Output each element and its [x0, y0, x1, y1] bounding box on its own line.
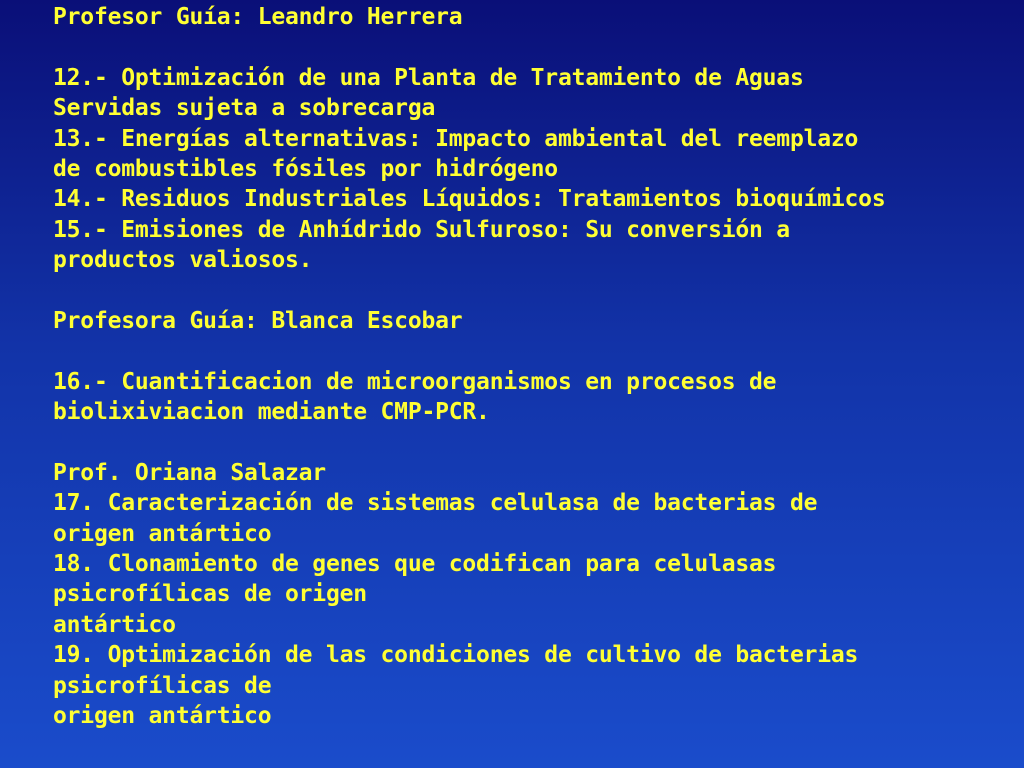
topic-15-line-2: productos valiosos. — [53, 247, 313, 274]
topic-12-line-1: 12.- Optimización de una Planta de Tratamiento de Aguas — [53, 64, 804, 91]
topic-18-line-1: 18. Clonamiento de genes que codifican para celulasas — [53, 551, 777, 578]
topic-12 — [53, 63, 1013, 124]
topic-14 — [53, 184, 1013, 214]
professor-heading-herrera: Profesor Guía: Leandro Herrera — [53, 4, 463, 30]
topic-15-line-1: 15.- Emisiones de Anhídrido Sulfuroso: Su conversión a — [53, 216, 790, 243]
spacer — [53, 32, 1013, 62]
topic-13-line-1: 13.- Energías alternativas: Impacto ambiental del reemplazo — [53, 125, 859, 152]
topic-18 — [53, 549, 1013, 640]
topic-17-line-1: 17. Caracterización de sistemas celulasa de bacterias de — [53, 490, 818, 517]
topic-18-line-2: psicrofílicas de origen — [53, 581, 367, 608]
topic-17-line-2: origen antártico — [53, 520, 272, 547]
topic-16-line-1: 16.- Cuantificacion de microorganismos en procesos de — [53, 368, 777, 395]
topic-19-line-1: 19. Optimización de las condiciones de cultivo de bacterias — [53, 642, 859, 669]
slide-content — [53, 2, 1013, 731]
topic-16 — [53, 367, 1013, 428]
spacer — [53, 336, 1013, 366]
topic-19 — [53, 640, 1013, 731]
topic-19-line-3: origen antártico — [53, 702, 272, 729]
topic-18-line-3: antártico — [53, 611, 176, 638]
topic-12-line-2: Servidas sujeta a sobrecarga — [53, 95, 436, 122]
topic-13-line-2: de combustibles fósiles por hidrógeno — [53, 155, 558, 182]
topic-19-line-2: psicrofílicas de — [53, 672, 272, 699]
spacer — [53, 427, 1013, 457]
topic-17 — [53, 488, 1013, 549]
professor-heading-salazar: Prof. Oriana Salazar — [53, 459, 326, 486]
professor-heading-escobar: Profesora Guía: Blanca Escobar — [53, 307, 463, 334]
spacer — [53, 276, 1013, 306]
topic-16-line-2: biolixiviacion mediante CMP-PCR. — [53, 399, 490, 426]
topic-15 — [53, 215, 1013, 276]
topic-13 — [53, 124, 1013, 185]
topic-14-line-1: 14.- Residuos Industriales Líquidos: Tratamientos bioquímicos — [53, 186, 886, 213]
